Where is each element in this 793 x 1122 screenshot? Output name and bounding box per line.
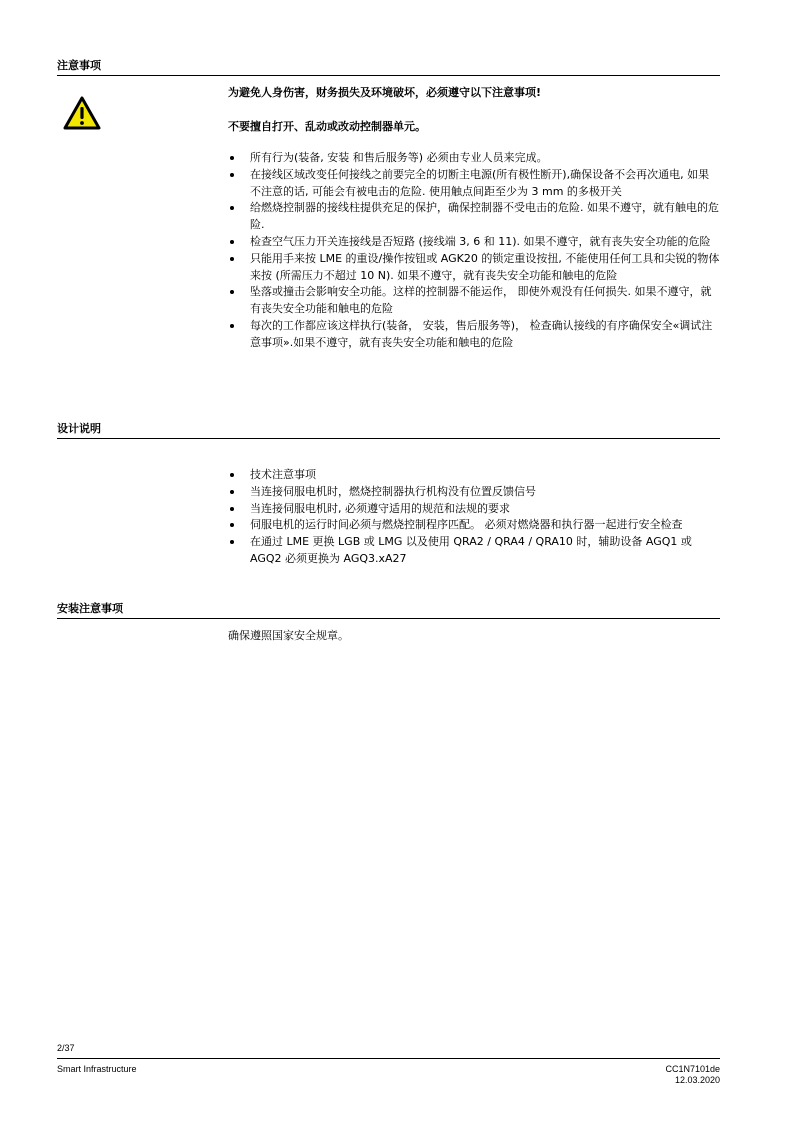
warning-do-not-tamper: 不要擅自打开、乱动或改动控制器单元。	[228, 120, 426, 133]
list-item: 给燃烧控制器的接线柱提供充足的保护，确保控制器不受电击的危险. 如果不遵守，就有触电的危险.	[228, 200, 720, 234]
section-heading-safety: 注意事项	[57, 59, 720, 76]
installation-text: 确保遵照国家安全规章。	[228, 629, 349, 642]
list-item: 在接线区域改变任何接线之前要完全的切断主电源(所有极性断开),确保设备不会再次通电, 如果不注意的话, 可能会有被电击的危险. 使用触点间距至少为 3 mm 的多极开关	[228, 167, 720, 201]
list-item: 伺服电机的运行时间必须与燃烧控制程序匹配。 必须对燃烧器和执行器一起进行安全检查	[228, 517, 720, 534]
list-item: 在通过 LME 更换 LGB 或 LMG 以及使用 QRA2 / QRA4 / QRA10 时，辅助设备 AGQ1 或 AGQ2 必须更换为 AGQ3.xA27	[228, 534, 720, 568]
safety-content	[228, 86, 720, 352]
installation-content	[228, 628, 720, 644]
footer-doc-id: CC1N7101de	[665, 1064, 720, 1074]
footer-divider	[57, 1058, 720, 1059]
list-item: 坠落或撞击会影响安全功能。这样的控制器不能运作， 即使外观没有任何损失. 如果不遵守，就有丧失安全功能和触电的危险	[228, 284, 720, 318]
design-content	[228, 467, 720, 568]
list-item: 当连接伺服电机时, 必须遵守适用的规范和法规的要求	[228, 501, 720, 518]
footer-date: 12.03.2020	[674, 1075, 720, 1085]
list-item: 所有行为(装备, 安装 和售后服务等) 必须由专业人员来完成。	[228, 150, 720, 167]
footer-company: Smart Infrastructure	[57, 1064, 137, 1074]
warning-triangle-icon	[63, 96, 101, 130]
list-item: 只能用手来按 LME 的重设/操作按钮或 AGK20 的锁定重设按扭, 不能使用任何工具和尖锐的物体来按 (所需压力不超过 10 N). 如果不遵守，就有丧失安全功能和触电的危险	[228, 251, 720, 285]
section-heading-design: 设计说明	[57, 422, 720, 439]
safety-bullet-list	[228, 150, 720, 352]
list-item: 检查空气压力开关连接线是否短路 (接线端 3, 6 和 11). 如果不遵守，就有丧失安全功能的危险	[228, 234, 720, 251]
section-heading-installation: 安装注意事项	[57, 602, 720, 619]
list-item: 当连接伺服电机时，燃烧控制器执行机构没有位置反馈信号	[228, 484, 720, 501]
design-bullet-list	[228, 467, 720, 568]
warning-statement: 为避免人身伤害，财务损失及环境破坏，必须遵守以下注意事项!	[228, 86, 542, 99]
list-item: 技术注意事项	[228, 467, 720, 484]
list-item: 每次的工作都应该这样执行(装备， 安装，售后服务等)， 检查确认接线的有序确保安全«调试注意事项».如果不遵守，就有丧失安全功能和触电的危险	[228, 318, 720, 352]
page-number: 2/37	[57, 1043, 75, 1053]
